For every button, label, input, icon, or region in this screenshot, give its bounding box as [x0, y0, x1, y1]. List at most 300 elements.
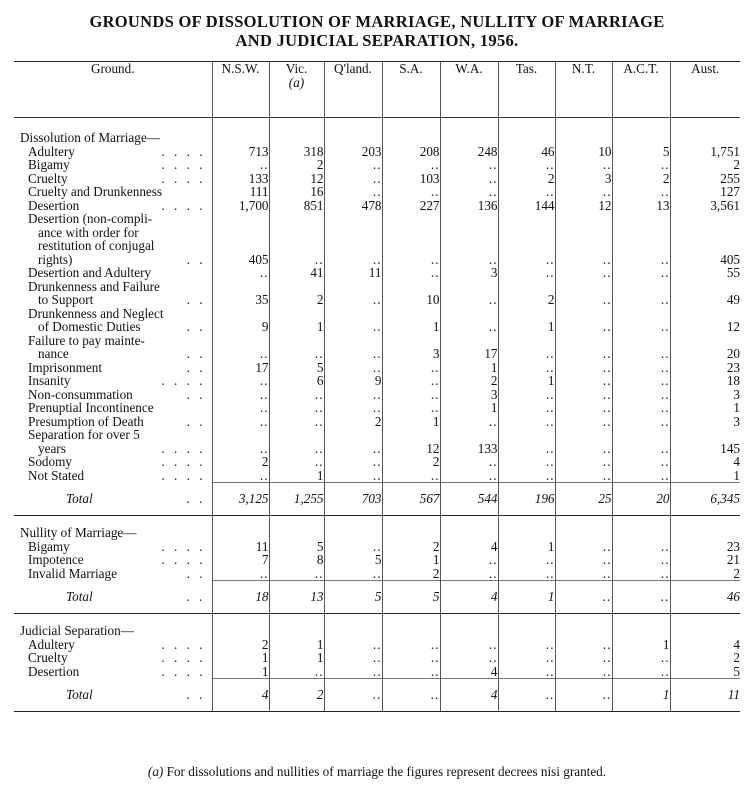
value-cell: ..: [212, 401, 269, 415]
spacer-cell: [382, 118, 440, 132]
value-cell: ..: [324, 567, 382, 581]
spacer-cell: [440, 516, 498, 527]
total-label: [14, 679, 212, 712]
empty-cell: [612, 226, 670, 240]
value-cell: 8: [269, 553, 324, 567]
empty-cell: [324, 307, 382, 321]
value-cell: ..: [498, 253, 555, 267]
value-cell: ..: [555, 374, 612, 388]
value-cell: ..: [555, 401, 612, 415]
empty-cell: [269, 212, 324, 226]
spacer-cell: [269, 118, 324, 132]
dot-leader: . .: [186, 491, 206, 506]
total-value-cell: 2: [269, 679, 324, 712]
dot-leader: . .: [186, 413, 206, 429]
empty-cell: [440, 526, 498, 540]
empty-cell: [269, 307, 324, 321]
value-cell: ..: [382, 665, 440, 679]
value-cell: ..: [498, 469, 555, 483]
empty-cell: [382, 526, 440, 540]
total-row: [14, 679, 740, 712]
table-row: [14, 199, 740, 213]
empty-cell: [212, 280, 269, 294]
value-cell: ..: [212, 567, 269, 581]
value-cell: ..: [212, 266, 269, 280]
total-value-cell: 703: [324, 483, 382, 516]
spacer-cell: [498, 614, 555, 625]
empty-cell: [269, 226, 324, 240]
dot-leader: . .: [186, 251, 206, 267]
value-cell: 12: [670, 320, 740, 334]
value-cell: 3: [382, 347, 440, 361]
spacer-cell: [382, 516, 440, 527]
table-row: [14, 307, 740, 321]
header-ground: Ground.: [14, 62, 212, 118]
row-label-text: Sodomy: [28, 454, 72, 469]
row-label-text: Cruelty: [28, 650, 68, 665]
row-label: [14, 280, 212, 294]
total-row: [14, 581, 740, 614]
empty-cell: [382, 239, 440, 253]
value-cell: ..: [269, 567, 324, 581]
value-cell: ..: [555, 638, 612, 652]
value-cell: 4: [670, 638, 740, 652]
value-cell: 10: [555, 145, 612, 159]
value-cell: 2: [670, 651, 740, 665]
value-cell: 1: [269, 320, 324, 334]
value-cell: ..: [612, 374, 670, 388]
value-cell: ..: [382, 469, 440, 483]
table-row: [14, 638, 740, 652]
total-value-cell: ..: [324, 679, 382, 712]
row-label-text: Cruelty: [28, 170, 68, 186]
empty-cell: [382, 307, 440, 321]
value-cell: ..: [498, 455, 555, 469]
section-heading: Dissolution of Marriage—: [20, 130, 160, 145]
row-label-text: nance: [38, 346, 69, 361]
value-cell: 3: [670, 415, 740, 429]
value-cell: ..: [498, 388, 555, 402]
spacer-cell: [670, 118, 740, 132]
value-cell: ..: [498, 638, 555, 652]
value-cell: ..: [555, 665, 612, 679]
empty-cell: [670, 212, 740, 226]
value-cell: ..: [324, 158, 382, 172]
total-label: [14, 581, 212, 614]
value-cell: 35: [212, 293, 269, 307]
empty-cell: [440, 226, 498, 240]
empty-cell: [440, 239, 498, 253]
total-value-cell: ..: [612, 581, 670, 614]
empty-cell: [555, 131, 612, 145]
empty-cell: [382, 334, 440, 348]
value-cell: ..: [612, 415, 670, 429]
value-cell: ..: [324, 401, 382, 415]
table-row: [14, 553, 740, 567]
empty-cell: [440, 428, 498, 442]
dot-leader: . .: [186, 359, 206, 375]
value-cell: 11: [324, 266, 382, 280]
table-header-row: [14, 62, 740, 118]
value-cell: ..: [612, 293, 670, 307]
total-value-cell: 6,345: [670, 483, 740, 516]
value-cell: 2: [498, 172, 555, 186]
row-label: [14, 347, 212, 361]
value-cell: 1: [498, 374, 555, 388]
table-row: [14, 280, 740, 294]
table-row: [14, 665, 740, 679]
table-row: [14, 239, 740, 253]
empty-cell: [324, 526, 382, 540]
value-cell: ..: [612, 401, 670, 415]
value-cell: ..: [212, 469, 269, 483]
empty-cell: [440, 212, 498, 226]
value-cell: 5: [612, 145, 670, 159]
total-row: [14, 483, 740, 516]
row-label-text: Failure to pay mainte-: [28, 332, 145, 348]
value-cell: 9: [212, 320, 269, 334]
total-value-cell: ..: [382, 679, 440, 712]
value-cell: ..: [440, 415, 498, 429]
value-cell: 20: [670, 347, 740, 361]
value-cell: 5: [670, 665, 740, 679]
value-cell: ..: [324, 638, 382, 652]
section-heading: Nullity of Marriage—: [20, 525, 137, 540]
empty-cell: [212, 307, 269, 321]
empty-cell: [555, 624, 612, 638]
value-cell: ..: [382, 638, 440, 652]
table-body: [14, 118, 740, 712]
table-row: [14, 226, 740, 240]
empty-cell: [612, 280, 670, 294]
table-row: [14, 469, 740, 483]
empty-cell: [498, 280, 555, 294]
row-label-text: Presumption of Death: [28, 413, 144, 429]
spacer-cell: [212, 614, 269, 625]
value-cell: ..: [555, 567, 612, 581]
dot-leader: . . . .: [161, 143, 206, 159]
spacer-row: [14, 118, 740, 132]
value-cell: 1: [269, 469, 324, 483]
value-cell: ..: [382, 361, 440, 375]
row-label-text: Adultery: [28, 143, 75, 159]
value-cell: 16: [269, 185, 324, 199]
empty-cell: [382, 131, 440, 145]
total-value-cell: 3,125: [212, 483, 269, 516]
value-cell: 1: [498, 320, 555, 334]
value-cell: 12: [555, 199, 612, 213]
value-cell: ..: [324, 388, 382, 402]
total-value-cell: 13: [269, 581, 324, 614]
table-row: [14, 185, 740, 199]
value-cell: 208: [382, 145, 440, 159]
empty-cell: [269, 428, 324, 442]
value-cell: ..: [440, 455, 498, 469]
value-cell: 1: [612, 638, 670, 652]
empty-cell: [555, 526, 612, 540]
dot-leader: . .: [186, 687, 206, 702]
spacer-cell: [498, 118, 555, 132]
value-cell: 2: [382, 455, 440, 469]
row-label: [14, 199, 212, 213]
dot-leader: . . . .: [161, 468, 206, 483]
spacer-cell: [269, 516, 324, 527]
table-row: [14, 361, 740, 375]
total-value-cell: 5: [324, 581, 382, 614]
footnote-mark: (a): [147, 764, 164, 779]
table-row: [14, 334, 740, 348]
value-cell: ..: [440, 293, 498, 307]
empty-cell: [555, 239, 612, 253]
spacer-cell: [555, 118, 612, 132]
value-cell: ..: [269, 415, 324, 429]
value-cell: 2: [269, 293, 324, 307]
table-row: [14, 455, 740, 469]
spacer-cell: [324, 614, 382, 625]
empty-cell: [498, 334, 555, 348]
value-cell: 12: [382, 442, 440, 456]
value-cell: 1: [382, 553, 440, 567]
empty-cell: [612, 307, 670, 321]
header-sa: S.A.: [382, 62, 440, 118]
empty-cell: [269, 526, 324, 540]
empty-cell: [670, 624, 740, 638]
value-cell: ..: [324, 293, 382, 307]
value-cell: 144: [498, 199, 555, 213]
empty-cell: [212, 334, 269, 348]
total-value-cell: 4: [212, 679, 269, 712]
value-cell: ..: [324, 442, 382, 456]
dot-leader: . . . .: [161, 552, 206, 567]
value-cell: ..: [555, 442, 612, 456]
value-cell: ..: [324, 347, 382, 361]
value-cell: ..: [498, 567, 555, 581]
value-cell: 1: [212, 665, 269, 679]
value-cell: ..: [382, 374, 440, 388]
empty-cell: [555, 226, 612, 240]
total-value-cell: 1,255: [269, 483, 324, 516]
spacer-cell: [612, 614, 670, 625]
value-cell: 23: [670, 540, 740, 554]
value-cell: ..: [212, 347, 269, 361]
value-cell: ..: [324, 455, 382, 469]
empty-cell: [382, 624, 440, 638]
header-wa: W.A.: [440, 62, 498, 118]
empty-cell: [382, 428, 440, 442]
table-row: [14, 266, 740, 280]
total-value-cell: 4: [440, 581, 498, 614]
total-value-cell: 25: [555, 483, 612, 516]
row-label-text: Adultery: [28, 636, 75, 652]
value-cell: 55: [670, 266, 740, 280]
empty-cell: [324, 212, 382, 226]
value-cell: 5: [269, 540, 324, 554]
row-label: [14, 293, 212, 307]
value-cell: ..: [498, 347, 555, 361]
empty-cell: [670, 307, 740, 321]
value-cell: 3: [440, 388, 498, 402]
row-label-text: Bigamy: [28, 538, 70, 554]
dot-leader: . . . .: [161, 636, 206, 652]
row-label-text: Insanity: [28, 373, 71, 388]
spacer-cell: [612, 516, 670, 527]
value-cell: ..: [498, 185, 555, 199]
value-cell: ..: [498, 553, 555, 567]
empty-cell: [212, 131, 269, 145]
empty-cell: [670, 226, 740, 240]
empty-cell: [498, 624, 555, 638]
total-label-text: Total: [66, 491, 93, 506]
value-cell: ..: [440, 320, 498, 334]
row-label-text: restitution of conjugal: [38, 238, 155, 253]
empty-cell: [612, 428, 670, 442]
spacer-cell: [324, 516, 382, 527]
dot-leader: . . . .: [161, 454, 206, 469]
spacer-cell: [14, 118, 212, 132]
empty-cell: [498, 239, 555, 253]
empty-cell: [269, 131, 324, 145]
section-heading: Judicial Separation—: [20, 623, 134, 638]
row-label: [14, 442, 212, 456]
empty-cell: [670, 280, 740, 294]
value-cell: 1: [382, 415, 440, 429]
row-label: [14, 185, 212, 199]
value-cell: 4: [670, 455, 740, 469]
empty-cell: [612, 239, 670, 253]
row-label: [14, 361, 212, 375]
empty-cell: [612, 624, 670, 638]
value-cell: ..: [269, 401, 324, 415]
row-label-text: ance with order for: [38, 224, 139, 240]
value-cell: 227: [382, 199, 440, 213]
empty-cell: [555, 334, 612, 348]
grounds-table: [14, 61, 740, 712]
row-label: [14, 145, 212, 159]
value-cell: ..: [612, 469, 670, 483]
footnote-text: For dissolutions and nullities of marriage the figures represent decrees nisi granted.: [166, 764, 607, 779]
spacer-cell: [324, 118, 382, 132]
value-cell: 11: [212, 540, 269, 554]
empty-cell: [555, 212, 612, 226]
title-line-1: GROUNDS OF DISSOLUTION OF MARRIAGE, NULLITY OF MARRIAGE: [89, 12, 665, 31]
row-label: [14, 172, 212, 186]
empty-cell: [324, 334, 382, 348]
value-cell: 41: [269, 266, 324, 280]
table-row: [14, 145, 740, 159]
value-cell: ..: [612, 320, 670, 334]
value-cell: 21: [670, 553, 740, 567]
value-cell: ..: [555, 553, 612, 567]
table-row: [14, 320, 740, 334]
value-cell: ..: [498, 415, 555, 429]
value-cell: ..: [324, 185, 382, 199]
empty-cell: [382, 280, 440, 294]
value-cell: ..: [555, 347, 612, 361]
section-heading-row: [14, 526, 740, 540]
empty-cell: [670, 239, 740, 253]
total-value-cell: 1: [498, 581, 555, 614]
row-label: [14, 266, 212, 280]
value-cell: 3,561: [670, 199, 740, 213]
spacer-cell: [498, 516, 555, 527]
table-row: [14, 253, 740, 267]
value-cell: 18: [670, 374, 740, 388]
row-label: [14, 253, 212, 267]
header-aus: Aust.: [670, 62, 740, 118]
value-cell: ..: [212, 415, 269, 429]
spacer-cell: [612, 118, 670, 132]
empty-cell: [498, 526, 555, 540]
empty-cell: [212, 212, 269, 226]
value-cell: ..: [555, 320, 612, 334]
value-cell: ..: [324, 665, 382, 679]
total-value-cell: 1: [612, 679, 670, 712]
section-heading-row: [14, 624, 740, 638]
spacer-cell: [440, 614, 498, 625]
empty-cell: [612, 334, 670, 348]
value-cell: 17: [440, 347, 498, 361]
value-cell: 2: [440, 374, 498, 388]
value-cell: ..: [612, 651, 670, 665]
empty-cell: [440, 334, 498, 348]
value-cell: ..: [269, 347, 324, 361]
value-cell: ..: [324, 320, 382, 334]
total-value-cell: ..: [555, 679, 612, 712]
dot-leader: . . . .: [161, 170, 206, 186]
dot-leader: . . . .: [161, 373, 206, 388]
value-cell: ..: [555, 388, 612, 402]
header-tas: Tas.: [498, 62, 555, 118]
value-cell: ..: [440, 469, 498, 483]
value-cell: ..: [212, 388, 269, 402]
spacer-cell: [670, 516, 740, 527]
value-cell: ..: [555, 415, 612, 429]
row-label-text: Desertion: [28, 197, 80, 213]
value-cell: ..: [612, 553, 670, 567]
value-cell: ..: [555, 469, 612, 483]
value-cell: 23: [670, 361, 740, 375]
section-heading-row: [14, 131, 740, 145]
value-cell: ..: [612, 388, 670, 402]
row-label-text: years: [38, 440, 66, 456]
header-act: A.C.T.: [612, 62, 670, 118]
value-cell: ..: [498, 651, 555, 665]
value-cell: ..: [324, 253, 382, 267]
total-label-text: Total: [66, 589, 93, 604]
row-label: [14, 665, 212, 679]
value-cell: 103: [382, 172, 440, 186]
total-value-cell: 20: [612, 483, 670, 516]
value-cell: 1: [498, 540, 555, 554]
value-cell: 2: [670, 158, 740, 172]
value-cell: 2: [612, 172, 670, 186]
value-cell: ..: [498, 665, 555, 679]
table-title: [0, 0, 754, 50]
empty-cell: [555, 307, 612, 321]
value-cell: 405: [670, 253, 740, 267]
dot-leader: . .: [186, 319, 206, 334]
empty-cell: [382, 226, 440, 240]
value-cell: ..: [324, 469, 382, 483]
row-label: [14, 239, 212, 253]
value-cell: ..: [612, 567, 670, 581]
empty-cell: [670, 428, 740, 442]
dot-leader: . .: [186, 292, 206, 307]
value-cell: 203: [324, 145, 382, 159]
row-label: [14, 158, 212, 172]
value-cell: 2: [498, 293, 555, 307]
table-row: [14, 347, 740, 361]
